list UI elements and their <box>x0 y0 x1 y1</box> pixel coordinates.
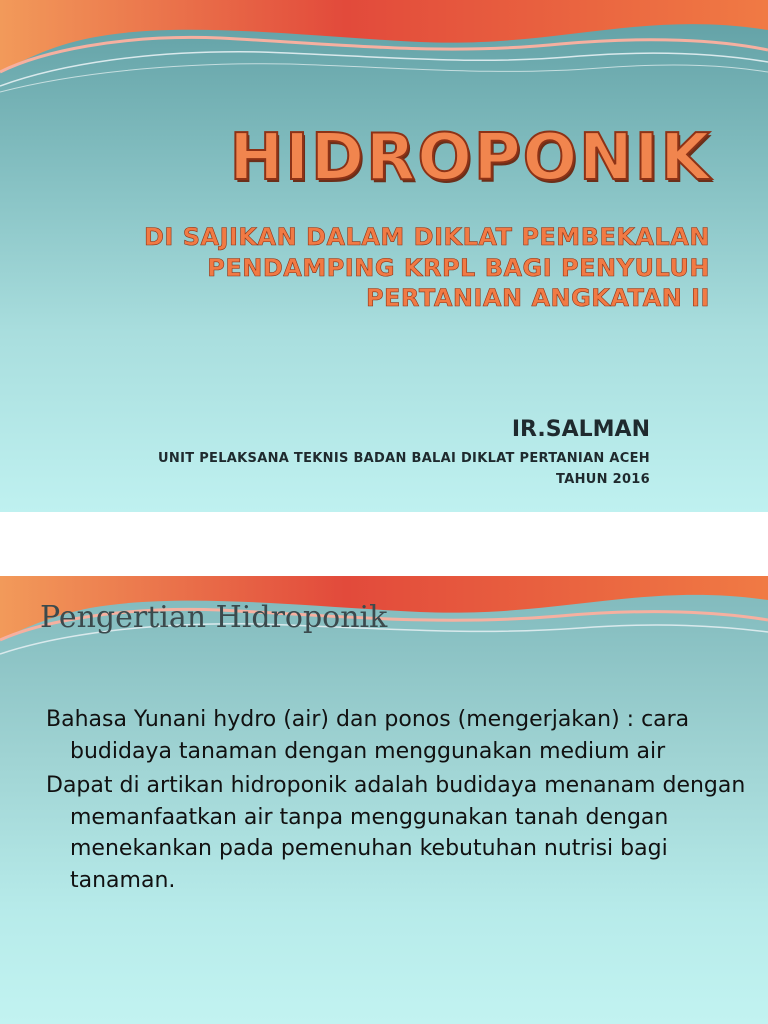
presentation-subtitle <box>70 222 710 314</box>
bullet-list <box>46 704 746 899</box>
subtitle-line: PERTANIAN ANGKATAN II <box>365 284 710 313</box>
slide-title: Pengertian Hidroponik <box>40 600 388 635</box>
subtitle-line: DI SAJIKAN DALAM DIKLAT PEMBEKALAN <box>144 223 710 251</box>
subtitle-line: PENDAMPING KRPL BAGI PENYULUH <box>207 253 710 282</box>
bullet-item: Bahasa Yunani hydro (air) dan ponos (mengerjakan) : cara budidaya tanaman dengan menggunakan medium air <box>46 707 690 764</box>
content-slide <box>0 576 768 1024</box>
bullet-item: Dapat di artikan hidroponik adalah budidaya menanam dengan memanfaatkan air tanpa menggunakan tanah dengan menekankan pada pemenuhan kebutuhan nutrisi bagi tanaman. <box>46 773 746 893</box>
institution-name: UNIT PELAKSANA TEKNIS BADAN BALAI DIKLAT PERTANIAN ACEH <box>158 451 650 466</box>
author-name: IR.SALMAN <box>511 417 650 442</box>
presentation-title: HIDROPONIK <box>229 121 712 195</box>
header-swoosh-decoration <box>0 0 768 130</box>
slide-divider <box>0 512 768 576</box>
presentation-year: TAHUN 2016 <box>556 472 650 487</box>
